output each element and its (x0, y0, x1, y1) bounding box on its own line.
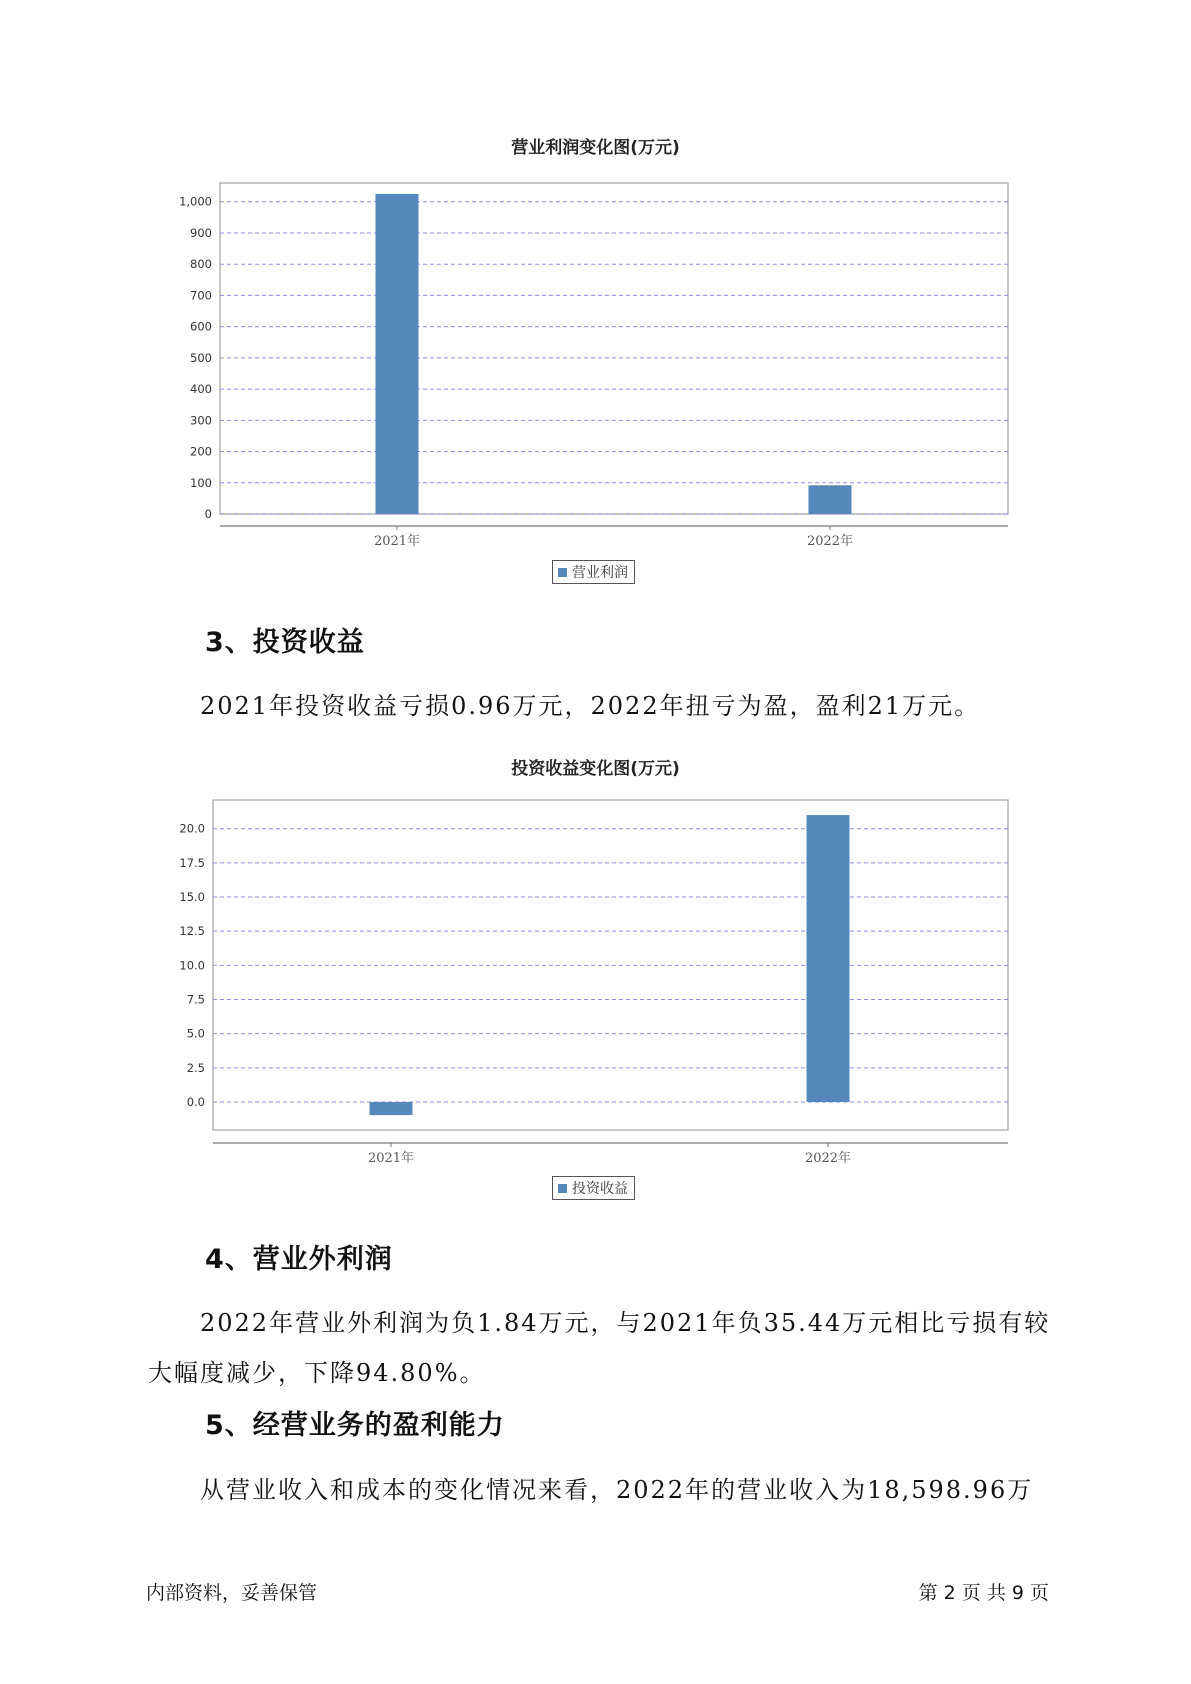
legend-label: 营业利润 (572, 565, 628, 581)
y-tick-label: 500 (190, 350, 212, 365)
investment-income-chart (0, 790, 1191, 1170)
paragraph-non-operating-line1: 2022年营业外利润为负1.84万元，与2021年负35.44万元相比亏损有较 (200, 1309, 1051, 1337)
paragraph-non-operating-line2: 大幅度减少，下降94.80%。 (148, 1359, 486, 1387)
y-tick-label: 0.0 (186, 1094, 205, 1109)
bar-2022年 (809, 485, 852, 514)
y-tick-label: 900 (190, 225, 212, 240)
y-tick-label: 800 (190, 257, 212, 272)
paragraph-investment-income: 2021年投资收益亏损0.96万元，2022年扭亏为盈，盈利21万元。 (200, 692, 981, 720)
section-heading-non-operating-profit: 4、营业外利润 (205, 1244, 393, 1275)
y-tick-label: 10.0 (179, 958, 205, 973)
y-tick-label: 7.5 (186, 992, 205, 1007)
x-tick-label: 2022年 (806, 534, 854, 549)
chart2-legend (552, 1176, 635, 1200)
y-tick-label: 0 (204, 507, 212, 521)
legend-label: 投资收益 (572, 1181, 628, 1197)
y-tick-label: 2.5 (186, 1060, 205, 1075)
y-tick-label: 20.0 (179, 821, 205, 836)
x-tick-label: 2021年 (373, 534, 421, 549)
y-tick-label: 600 (190, 319, 212, 334)
y-tick-label: 17.5 (179, 855, 205, 870)
legend-swatch (558, 568, 567, 577)
bar-2022年 (807, 815, 850, 1102)
x-tick-label: 2022年 (804, 1151, 852, 1166)
y-tick-label: 400 (190, 382, 212, 397)
paragraph-profitability-line1: 从营业收入和成本的变化情况来看，2022年的营业收入为18,598.96万 (200, 1476, 1034, 1504)
y-tick-label: 15.0 (179, 890, 205, 905)
y-tick-label: 700 (190, 288, 212, 303)
bar-2021年 (370, 1102, 413, 1115)
footer-confidential-note: 内部资料，妥善保管 (146, 1582, 318, 1604)
y-tick-label: 12.5 (179, 924, 205, 939)
x-tick-label: 2021年 (367, 1151, 415, 1166)
bar-2021年 (376, 194, 419, 514)
section-heading-investment-income: 3、投资收益 (205, 627, 365, 658)
y-tick-label: 100 (190, 475, 212, 490)
y-tick-label: 200 (190, 444, 212, 459)
legend-swatch (558, 1184, 567, 1193)
chart-title-investment-income: 投资收益变化图(万元) (511, 759, 680, 779)
y-tick-label: 1,000 (179, 194, 212, 209)
chart1-legend (552, 560, 635, 584)
y-tick-label: 5.0 (186, 1026, 205, 1041)
footer-page-number: 第 2 页 共 9 页 (918, 1582, 1049, 1604)
chart-title-operating-profit: 营业利润变化图(万元) (511, 138, 680, 158)
section-heading-profitability: 5、经营业务的盈利能力 (205, 1410, 505, 1441)
y-tick-label: 300 (190, 413, 212, 428)
